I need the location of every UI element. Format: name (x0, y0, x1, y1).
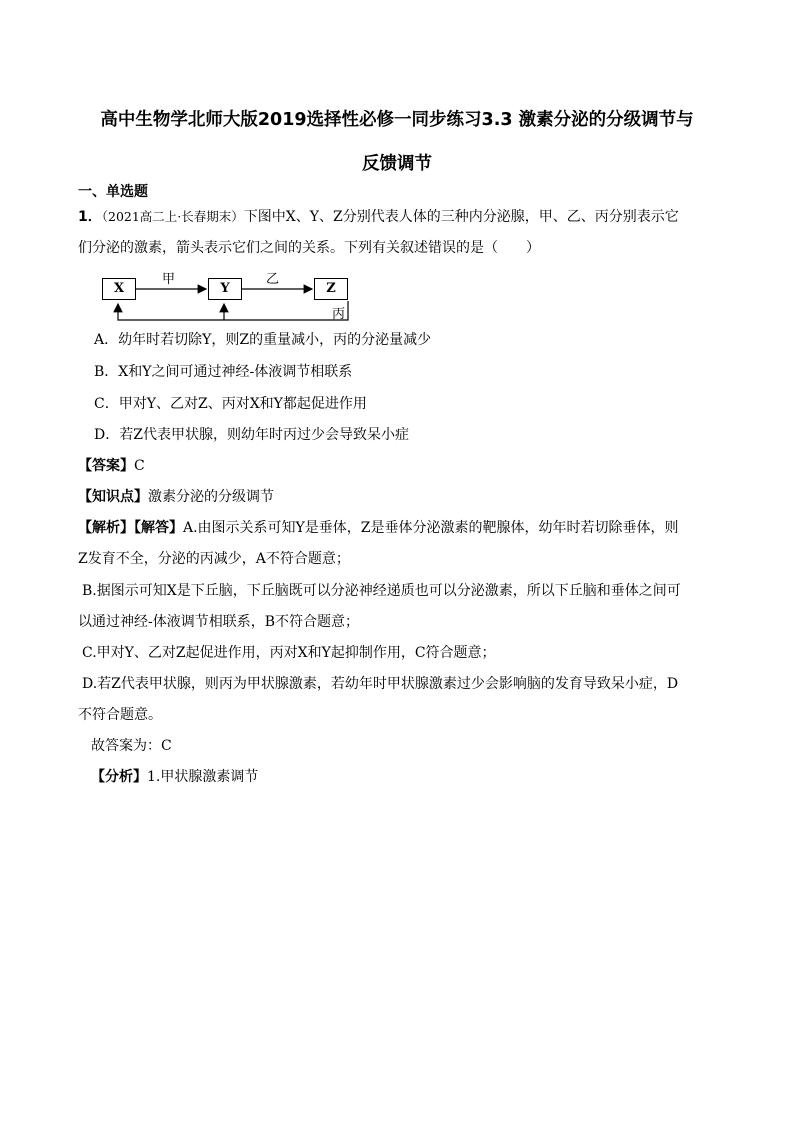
fenxi-value: 1.甲状腺激素调节 (147, 769, 259, 785)
document-title-line1: 高中生物学北师大版2019选择性必修一同步练习3.3 激素分泌的分级调节与 (100, 110, 694, 130)
label-bing: 丙 (332, 307, 346, 322)
question-stem-line1 (78, 207, 679, 227)
analysis-sublabel: 【解答】 (134, 520, 183, 536)
option-a (94, 330, 431, 350)
fenxi-label: 【分析】 (91, 769, 147, 785)
analysis-line6: D.若Z代表甲状腺，则丙为甲状腺激素，若幼年时甲状腺激素过少会影响脑的发育导致呆小症，D (82, 676, 679, 692)
answer-value: C (134, 458, 145, 474)
option-b-letter: B． (94, 364, 119, 380)
final-answer-line: 故答案为：C (91, 738, 172, 754)
section-heading: 一、单选题 (78, 184, 148, 200)
answer-label: 【答案】 (78, 458, 134, 474)
analysis-line2: Z发育不全，分泌的丙减少，A不符合题意； (78, 551, 350, 567)
question-source: （2021高二上·长春期末） (101, 209, 244, 224)
question-stem-text1: 下图中X、Y、Z分别代表人体的三种内分泌腺，甲、乙、丙分别表示它 (243, 209, 679, 225)
question-stem-line2: 们分泌的激素，箭头表示它们之间的关系。下列有关叙述错误的是（ ） (78, 240, 540, 256)
analysis-line5: C.甲对Y、乙对Z起促进作用，丙对X和Y起抑制作用，C符合题意； (82, 645, 496, 661)
node-x: X (102, 278, 136, 300)
option-b-text: X和Y之间可通过神经-体液调节相联系 (118, 364, 353, 380)
knowledge-label: 【知识点】 (78, 489, 148, 505)
document-title-line2: 反馈调节 (362, 154, 432, 174)
hormone-diagram (100, 272, 360, 324)
answer-line (78, 456, 145, 476)
option-b (94, 362, 352, 382)
option-a-letter: A． (94, 332, 119, 348)
analysis-line1 (78, 518, 679, 538)
fenxi-line (91, 767, 258, 787)
question-number: 1． (78, 209, 102, 225)
arrow-z-feedback-to-x (118, 301, 348, 320)
option-d-text: 若Z代表甲状腺，则幼年时丙过少会导致呆小症 (119, 427, 409, 443)
analysis-label: 【解析】 (78, 520, 134, 536)
option-c-text: 甲对Y、乙对Z、丙对X和Y都起促进作用 (118, 396, 367, 412)
analysis-line3: B.据图示可知X是下丘脑，下丘脑既可以分泌神经递质也可以分泌激素，所以下丘脑和垂体之间可 (82, 583, 681, 599)
option-a-text: 幼年时若切除Y，则Z的重量减小，丙的分泌量减少 (118, 332, 432, 348)
analysis-text1: A.由图示关系可知Y是垂体，Z是垂体分泌激素的靶腺体，幼年时若切除垂体，则 (183, 520, 679, 536)
label-jia: 甲 (162, 272, 176, 287)
option-d-letter: D． (94, 427, 120, 443)
label-yi: 乙 (266, 272, 280, 287)
node-y: Y (208, 278, 242, 300)
knowledge-line (78, 487, 274, 507)
node-z: Z (314, 278, 348, 300)
option-d (94, 425, 409, 445)
analysis-line7: 不符合题意。 (78, 707, 162, 723)
knowledge-value: 激素分泌的分级调节 (148, 489, 274, 505)
option-c-letter: C． (94, 396, 119, 412)
option-c (94, 394, 367, 414)
analysis-line4: 以通过神经-体液调节相联系，B不符合题意； (78, 614, 360, 630)
